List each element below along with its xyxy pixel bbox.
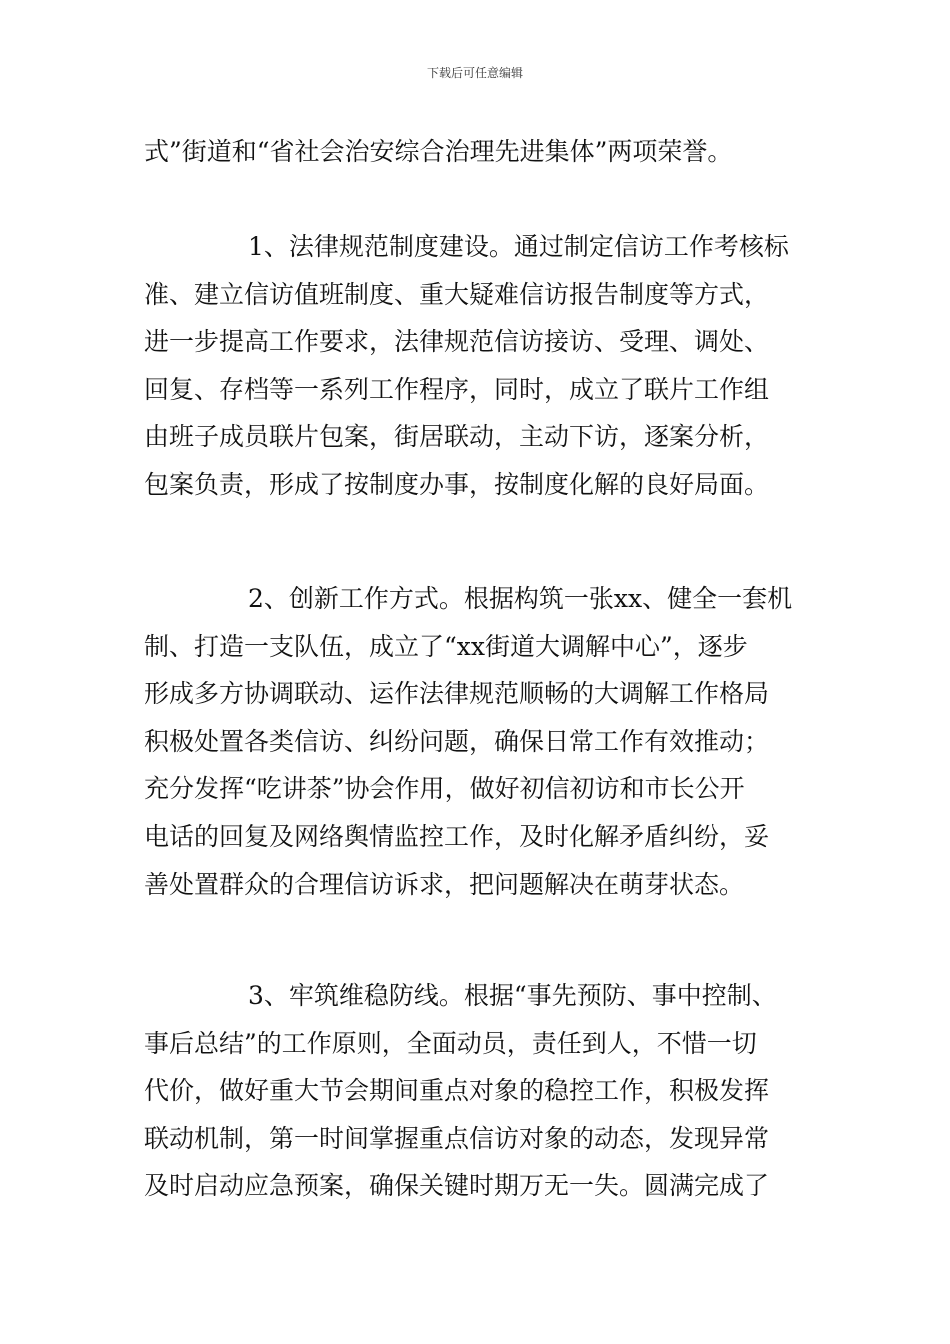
- paragraph-1: [144, 223, 806, 509]
- text-line: 1、法律规范制度建设。通过制定信访工作考核标: [248, 232, 789, 261]
- text-line: 准、建立信访值班制度、重大疑难信访报告制度等方式，: [144, 279, 770, 309]
- header-note: 下载后可任意编辑: [426, 66, 523, 80]
- text-line: 事后总结”的工作原则，全面动员，责任到人，不惜一切: [144, 1028, 757, 1058]
- paragraph-3: [144, 972, 806, 1210]
- text-line: 进一步提高工作要求，法律规范信访接访、受理、调处、: [144, 327, 770, 357]
- text-line: 电话的回复及网络舆情监控工作，及时化解矛盾纠纷，妥: [144, 821, 770, 851]
- text-line: 3、牢筑维稳防线。根据“事先预防、事中控制、: [248, 981, 777, 1010]
- paragraph-2: [144, 575, 806, 908]
- text-line: 回复、存档等一系列工作程序，同时，成立了联片工作组: [144, 374, 770, 404]
- text-line: 式”街道和“省社会治安综合治理先进集体”两项荣誉。: [144, 137, 733, 166]
- text-line: 2、创新工作方式。根据构筑一张xx、健全一套机: [248, 584, 793, 613]
- text-line: 由班子成员联片包案，街居联动，主动下访，逐案分析，: [144, 422, 770, 452]
- text-line: 制、打造一支队伍，成立了“xx街道大调解中心”，逐步: [144, 631, 748, 661]
- text-line: 形成多方协调联动、运作法律规范顺畅的大调解工作格局: [144, 679, 770, 709]
- text-line: 积极处置各类信访、纠纷问题，确保日常工作有效推动；: [144, 726, 770, 756]
- text-line: 善处置群众的合理信访诉求，把问题解决在萌芽状态。: [144, 869, 745, 899]
- text-line: 代价，做好重大节会期间重点对象的稳控工作，积极发挥: [144, 1076, 770, 1106]
- text-line: 包案负责，形成了按制度办事，按制度化解的良好局面。: [144, 469, 770, 499]
- text-line: 充分发挥“吃讲茶”协会作用，做好初信初访和市长公开: [144, 774, 745, 804]
- continuation-paragraph: [144, 128, 806, 176]
- text-line: 及时启动应急预案，确保关键时期万无一失。圆满完成了: [144, 1171, 770, 1201]
- text-line: 联动机制，第一时间掌握重点信访对象的动态，发现异常: [144, 1123, 770, 1153]
